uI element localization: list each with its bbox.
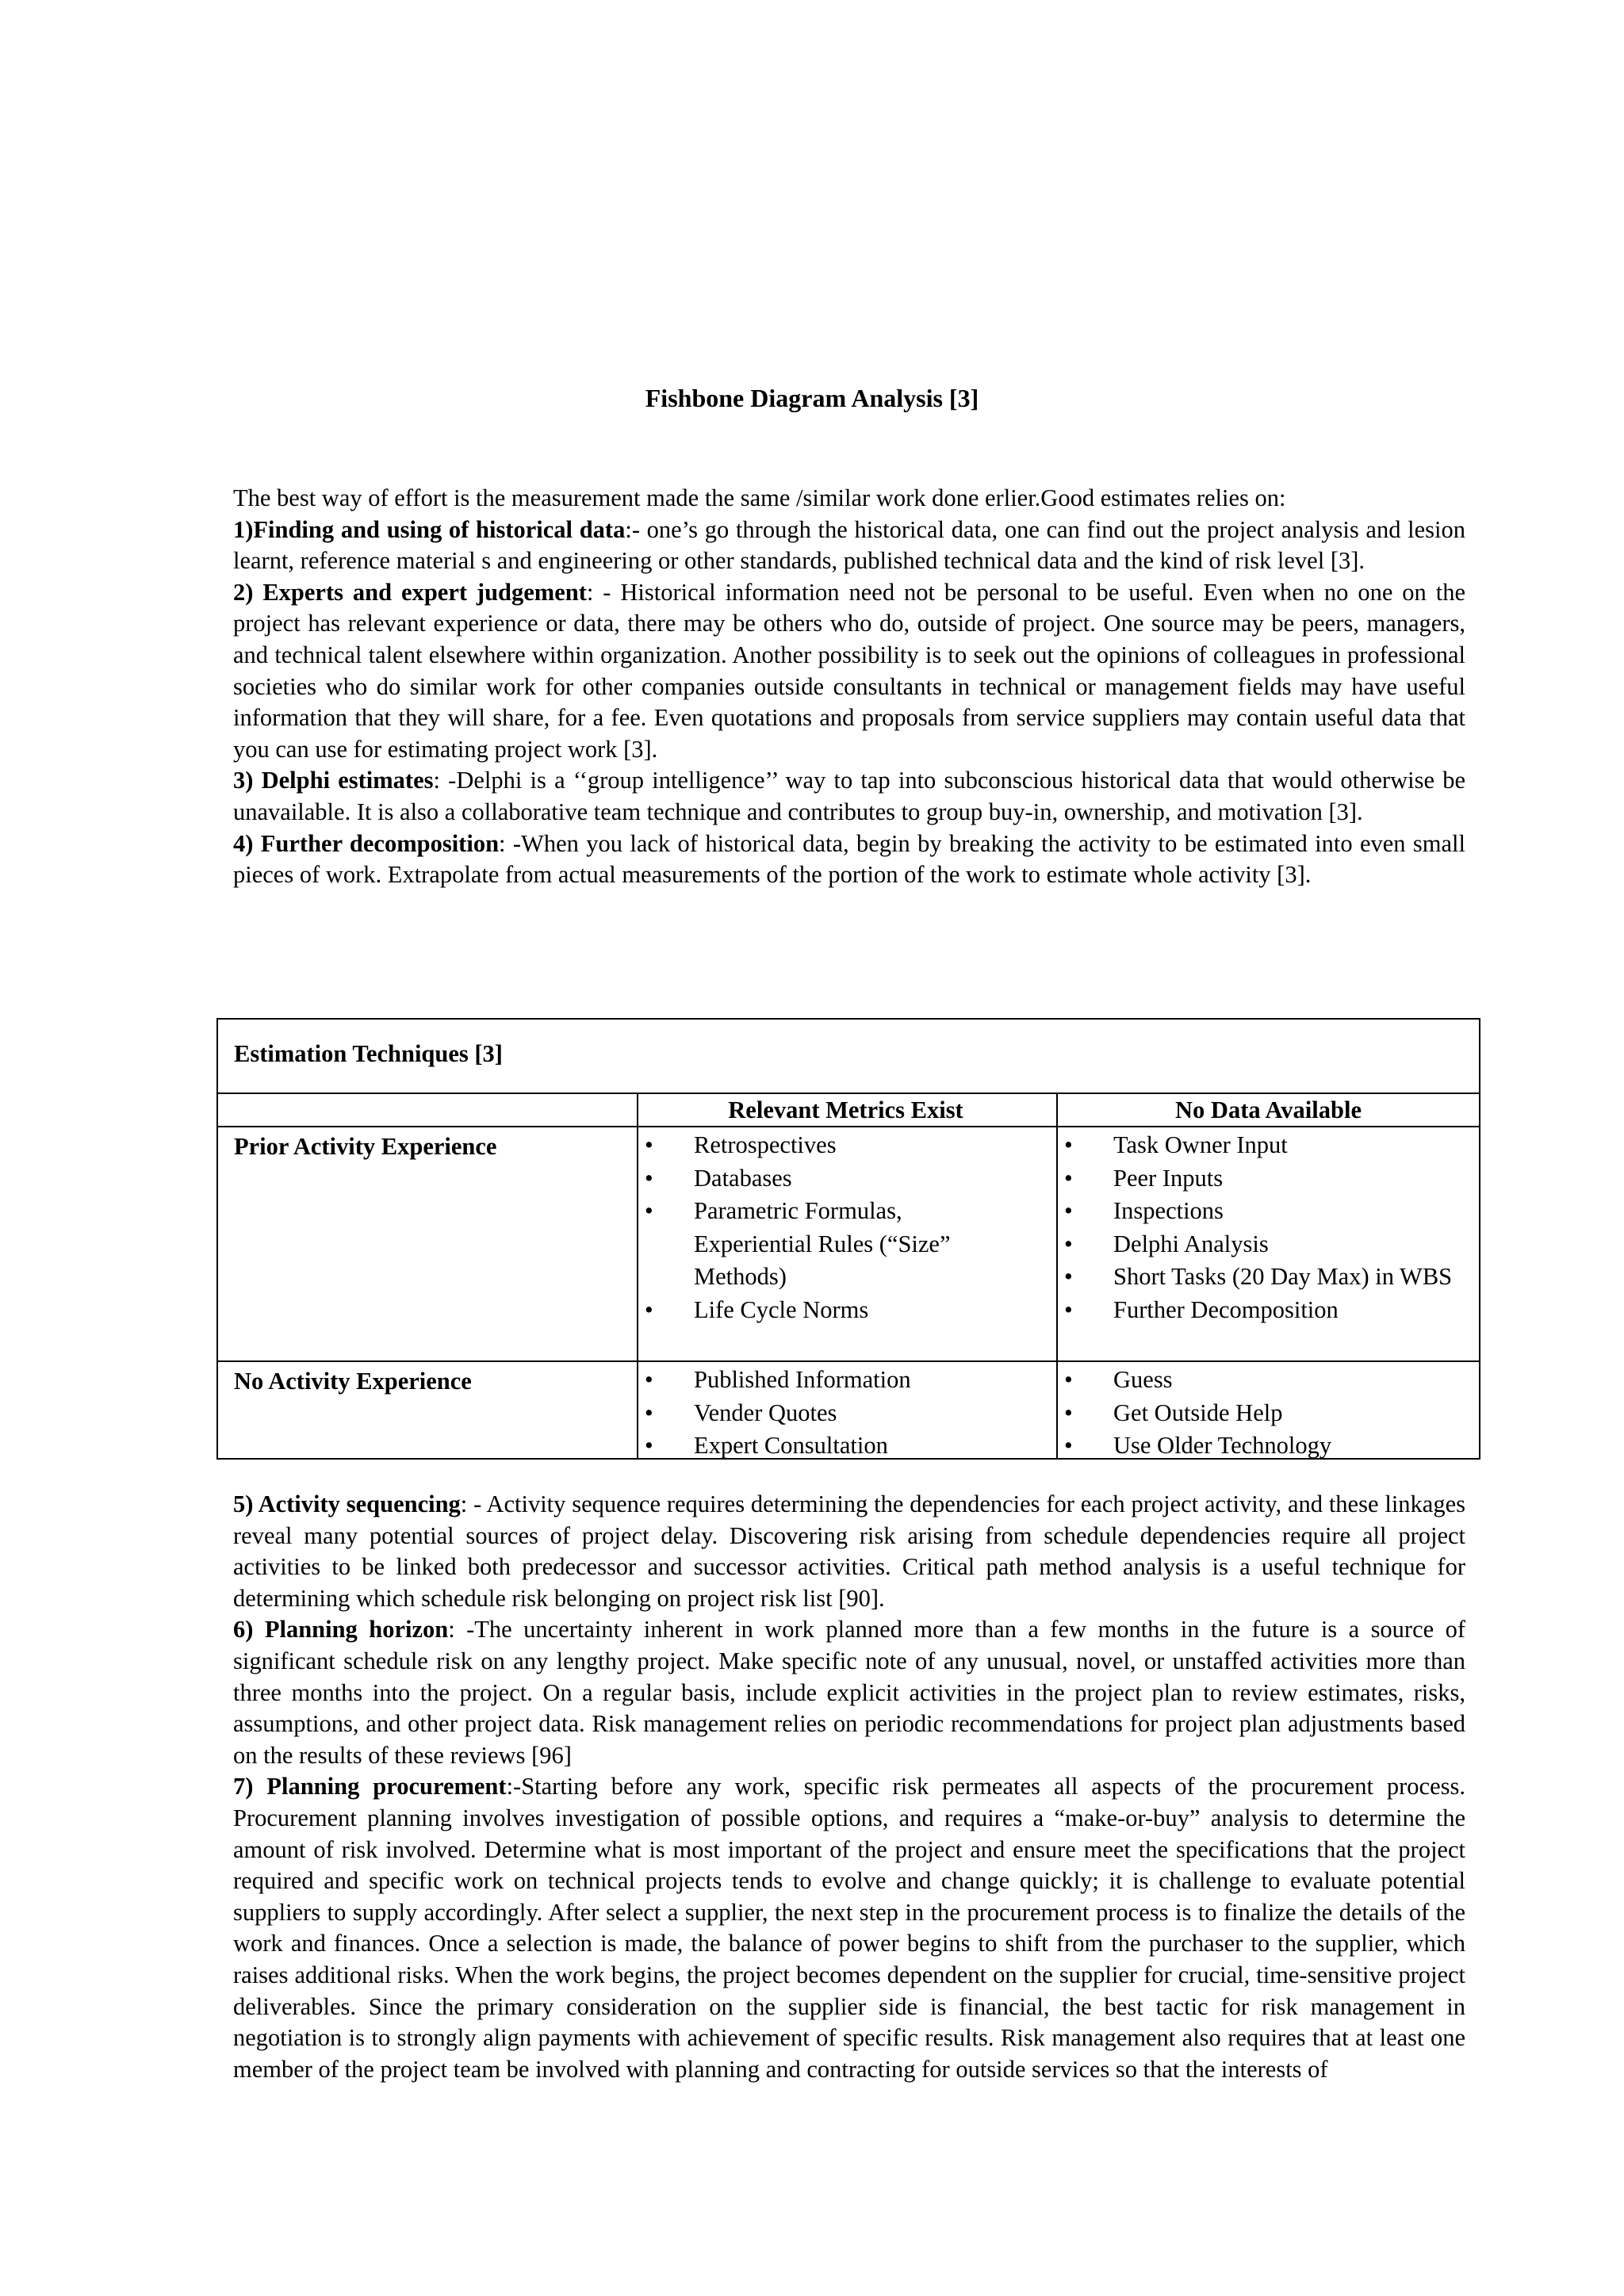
paragraph-heading: 1)Finding and using of historical data [233,515,626,543]
list-item: • Parametric Formulas, Experiential Rules (“Size” Methods) [638,1195,1022,1294]
list-item: • Use Older Technology [1058,1429,1454,1463]
list-item: • Life Cycle Norms [638,1294,1022,1327]
paragraph-planning-procurement [233,1771,1465,2085]
paragraph-heading: 6) Planning horizon [233,1616,449,1644]
list-item: • Retrospectives [638,1129,1022,1162]
metrics-list [638,1364,1022,1463]
page-title: Fishbone Diagram Analysis [3] [645,384,979,412]
column-header-metrics: Relevant Metrics Exist [728,1096,963,1123]
paragraph-heading: 5) Activity sequencing [233,1490,461,1517]
paragraph-body: : -The uncertainty inherent in work planned more than a few months in the future is a source of significant schedule risk on any lengthy project. Make specific note of any unusual, novel, or unstaffed activities more than three months into the project. On a regular basis, include explicit activities in the project plan to review estimates, risks, assumptions, and other project data. Risk management relies on periodic recommendations for project plan adjustments based on the results of these reviews [96] [233,1616,1466,1769]
table-row [218,1127,1479,1362]
column-divider [637,1094,638,1458]
list-item: • Vender Quotes [638,1397,1022,1430]
list-item: • Further Decomposition [1058,1294,1454,1327]
list-item: • Get Outside Help [1058,1397,1454,1430]
no-data-list [1058,1129,1454,1326]
list-item: • Short Tasks (20 Day Max) in WBS [1058,1261,1454,1294]
list-item: • Peer Inputs [1058,1162,1454,1196]
list-item: • Delphi Analysis [1058,1228,1454,1261]
table-header-row [218,1094,1479,1127]
estimation-techniques-table [216,1018,1480,1460]
paragraph-historical-data [233,515,1465,577]
intro-section [233,483,1465,891]
list-item: • Task Owner Input [1058,1129,1454,1162]
no-data-list [1058,1364,1454,1463]
row-label: No Activity Experience [234,1368,472,1395]
paragraph-further-decomposition [233,828,1465,891]
list-item: • Guess [1058,1364,1454,1397]
paragraph-body: : - Historical information need not be personal to be useful. Even when no one on the project has relevant experience or data, there may be others who do, outside of project. One source may be peers, managers, and technical talent elsewhere within organization. Another possibility is to seek out the opinions of colleagues in professional societies who do similar work for other companies outside consultants in technical or management fields may have useful information that they will share, for a fee. Even quotations and proposals from service suppliers may contain useful data that you can use for estimating project work [3]. [233,578,1466,763]
table-row [218,1362,1479,1458]
table-caption-row [218,1020,1479,1094]
paragraph-expert-judgement [233,577,1465,766]
paragraph-planning-horizon [233,1614,1465,1771]
paragraph-body: : -When you lack of historical data, begin by breaking the activity to be estimated into even small pieces of work. Extrapolate from actual measurements of the portion of the work to estimate whole activity [3]. [233,829,1465,889]
paragraph-body: : -Delphi is a ‘‘group intelligence’’ way to tap into subconscious historical data that would otherwise be unavailable. It is also a collaborative team technique and contributes to group buy-in, ownership, and motivation [3]. [233,767,1465,825]
paragraph-body: :- one’s go through the historical data, one can find out the project analysis and lesion learnt, reference material s and engineering or other standards, published technical data and the kind of risk level [3]. [233,515,1466,575]
paragraph-delphi-estimates [233,765,1465,828]
paragraph-heading: 2) Experts and expert judgement [233,578,587,606]
column-header-no-data: No Data Available [1175,1096,1362,1123]
column-divider [1056,1094,1058,1458]
paragraph-body: :-Starting before any work, specific risk permeates all aspects of the procurement process. Procurement planning involves investigation of possible options, and requires a “make-or-buy” analysis to determine the amount of risk involved. Determine what is most important of the project and ensure meet the specifications that the project required and specific work on technical projects tends to evolve and change quickly; it is challenge to evaluate potential suppliers to supply accordingly. After select a supplier, the next step in the procurement process is to finalize the details of the work and finances. Once a selection is made, the balance of power begins to shift from the purchaser to the supplier, which raises additional risks. When the work begins, the project becomes dependent on the supplier for crucial, time-sensitive project deliverables. Since the primary consideration on the supplier side is financial, the best tactic for risk management in negotiation is to strongly align payments with achievement of specific results. Risk management also requires that at least one member of the project team be involved with planning and contracting for outside services so that the interests of [233,1773,1465,2083]
paragraph-body: : - Activity sequence requires determining the dependencies for each project activity, and these linkages reveal many potential sources of project delay. Discovering risk arising from schedule dependencies require all project activities to be linked both predecessor and successor activities. Critical path method analysis is a useful technique for determining which schedule risk belonging on project risk list [90]. [233,1490,1465,1612]
intro-lead: The best way of effort is the measurement made the same /similar work done erlier.Good estimates relies on: [233,484,1286,511]
paragraph-heading: 4) Further decomposition [233,829,500,857]
list-item: • Published Information [638,1364,1022,1397]
table-caption: Estimation Techniques [3] [234,1040,503,1067]
paragraph-heading: 3) Delphi estimates [233,767,434,794]
paragraph-heading: 7) Planning procurement [233,1773,507,1800]
metrics-list [638,1129,1022,1326]
row-label: Prior Activity Experience [234,1133,497,1160]
list-item: • Expert Consultation [638,1429,1022,1463]
paragraph-activity-sequencing [233,1489,1465,1614]
continued-section [233,1489,1465,2085]
list-item: • Databases [638,1162,1022,1196]
list-item: • Inspections [1058,1195,1454,1228]
